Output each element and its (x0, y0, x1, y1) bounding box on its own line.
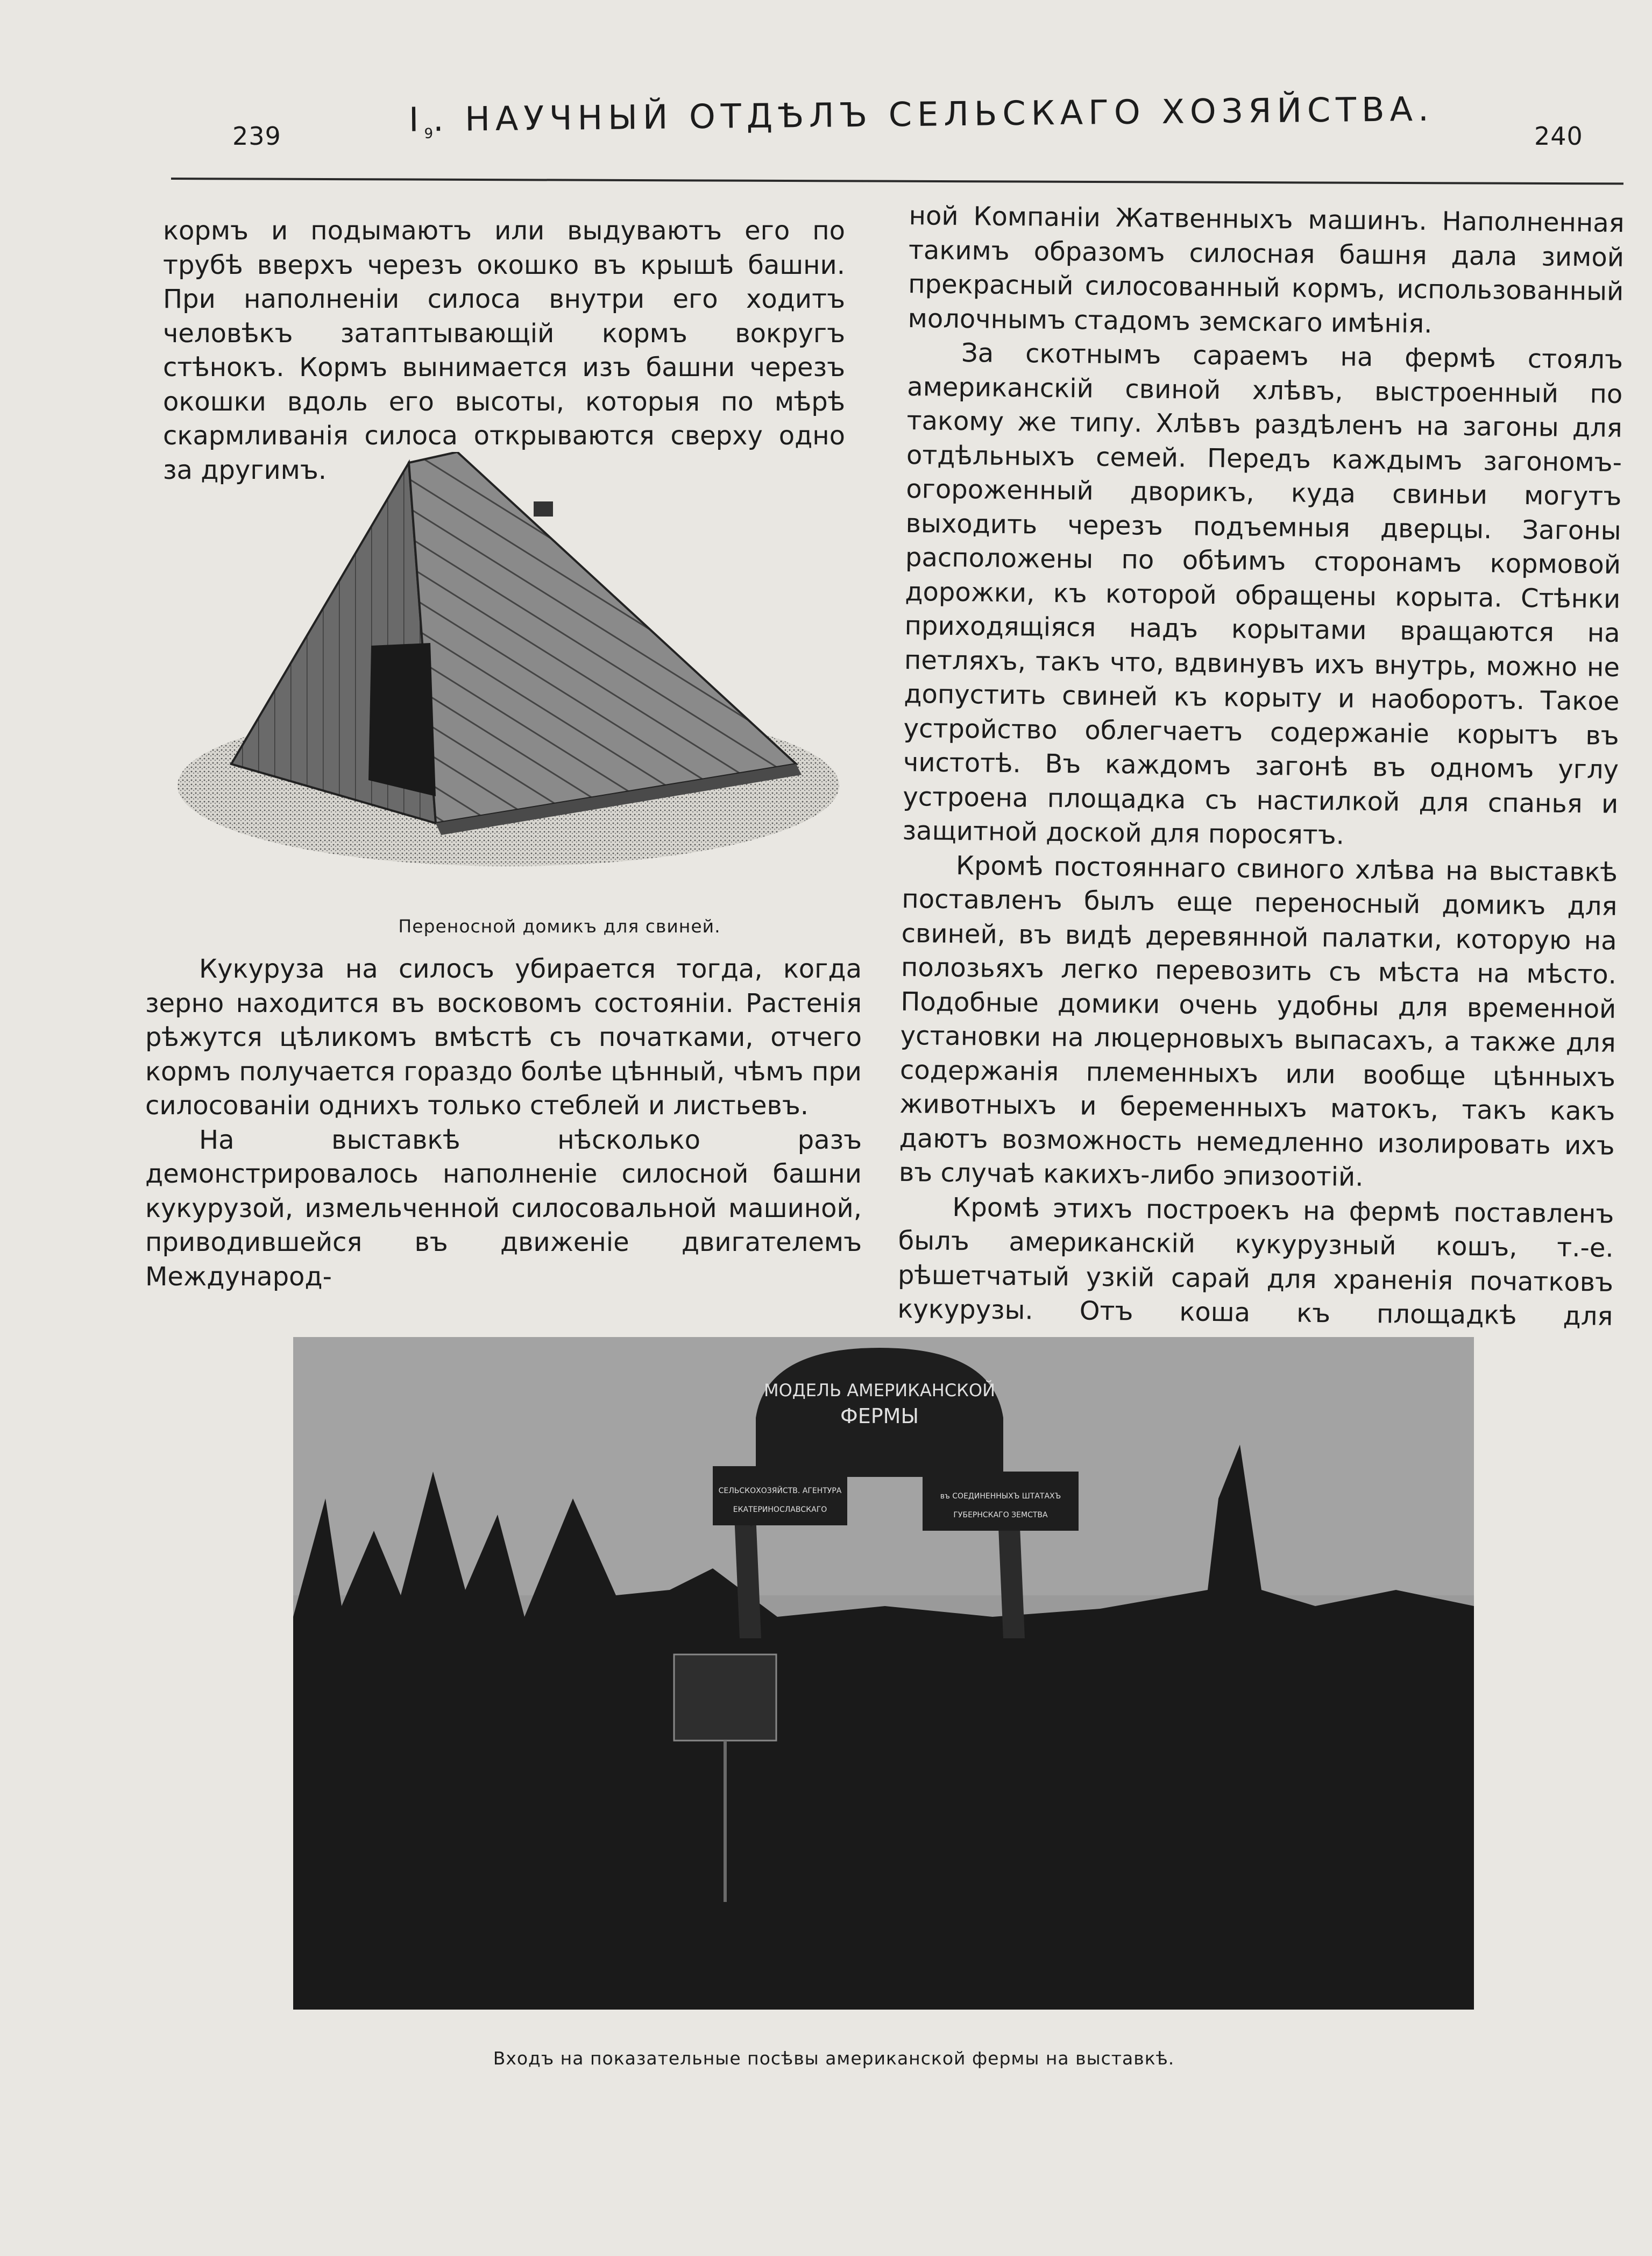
small-signboard (674, 1654, 776, 1741)
sign-right-board (923, 1472, 1079, 1531)
sign-title-2: ФЕРМЫ (840, 1404, 919, 1428)
paragraph: ной Компаніи Жатвенныхъ машинъ. Наполненная такимъ образомъ силосная башня дала зимой прекрасный силосованный кормъ, использованный молочнымъ стадомъ земскаго имѣнія. (907, 200, 1625, 339)
pig-hut-illustration (178, 452, 850, 882)
running-head-prefix: I (408, 100, 424, 139)
sign-left-board (713, 1466, 847, 1525)
sign-right-text-2: ГУБЕРНСКАГО ЗЕМСТВА (953, 1511, 1048, 1519)
paragraph: кормъ и подымаютъ или выдуваютъ его по трубѣ вверхъ черезъ окошко въ крышѣ башни. При наполненіи силоса внутри его ходитъ человѣкъ затаптывающій кормъ вокругъ стѣнокъ. Кормъ вынимается изъ башни черезъ окошки вдоль его высоты, которыя по мѣрѣ скармливанія силоса открываются сверху одно за другимъ. (163, 216, 845, 485)
page-number-right: 240 (1534, 122, 1583, 151)
sign-right-text: въ СОЕДИНЕННЫХЪ ШТАТАХЪ (940, 1492, 1061, 1501)
sign-left-text: СЕЛЬСКОХОЗЯЙСТВ. АГЕНТУРА (718, 1487, 842, 1495)
paragraph: Кромѣ постояннаго свиного хлѣва на выставкѣ поставленъ былъ еще переносный домикъ для свиней, въ видѣ деревянной палатки, которую на полозьяхъ легко перевозить съ мѣста на мѣсто. Подобные домики очень удобны для временной установки на люцерновыхъ выпасахъ, а также для содержанія племенныхъ или вообще цѣнныхъ животныхъ и беременныхъ матокъ, такъ какъ даютъ возможность немедленно изолировать ихъ въ случаѣ какихъ-либо эпизоотій. (898, 850, 1618, 1192)
header-rule (171, 178, 1623, 185)
left-column-bottom (145, 952, 862, 1294)
running-head-subscript: 9 (424, 125, 434, 142)
paragraph: За скотнымъ сараемъ на фермѣ стоялъ американскій свиной хлѣвъ, выстроенный по такому же типу. Хлѣвъ раздѣленъ на загоны для отдѣльныхъ семей. Передъ каждымъ загономъ-огороженный дворикъ, куда свиньи могутъ выходить черезъ подъемныя дверцы. Загоны расположены по обѣимъ сторонамъ кормовой дорожки, къ которой обращены корыта. Стѣнки приходящіяся надъ корытами вращаются на петляхъ, такъ что, вдвинувъ ихъ внутрь, можно не допустить свиней къ корыту и наоборотъ. Такое устройство облегчаетъ содержаніе корытъ въ чистотѣ. Въ каждомъ загонѣ въ одномъ углу устроена площадка съ настилкой для спанья и защитной доской для поросятъ. (902, 338, 1623, 851)
paragraph: Кукуруза на силосъ убирается тогда, когда зерно находится въ восковомъ состояніи. Растенія рѣжутся цѣликомъ вмѣстѣ съ початками, отчего кормъ получается гораздо болѣе цѣнный, чѣмъ при силосованіи однихъ только стеблей и листьевъ. (145, 954, 862, 1121)
running-head (408, 89, 1435, 142)
paragraph: На выставкѣ нѣсколько разъ демонстрировалось наполненіе силосной башни кукурузой, измельченной силосовальной машиной, приводившейся въ движеніе двигателемъ Международ- (145, 1125, 862, 1292)
right-column (897, 199, 1625, 1368)
page-number-left: 239 (232, 122, 281, 151)
hut-roof (409, 452, 796, 823)
left-column-top (163, 214, 845, 487)
sign-title: МОДЕЛЬ АМЕРИКАНСКОЙ (763, 1380, 996, 1401)
figure-pig-hut (178, 452, 850, 882)
farm-entrance-illustration (293, 1337, 1474, 2010)
caption-farm-entrance: Входъ на показательные посѣвы американской фермы на выставкѣ. (493, 2048, 1175, 2069)
figure-farm-entrance-photo (293, 1337, 1474, 2010)
paragraph: Кромѣ этихъ построекъ на фермѣ поставленъ былъ американскій кукурузный кошъ, т.-е. рѣшетчатый узкій сарай для храненія початковъ кукурузы. Отъ коша къ площадкѣ для (897, 1192, 1614, 1332)
running-head-title: . НАУЧНЫЙ ОТДѢЛЪ СЕЛЬСКАГО ХОЗЯЙСТВА. (433, 89, 1435, 139)
sign-left-text-2: ЕКАТЕРИНОСЛАВСКАГО (733, 1505, 827, 1514)
hut-door (368, 643, 436, 796)
caption-pig-hut: Переносной домикъ для свиней. (398, 916, 721, 937)
roof-vent (534, 501, 553, 517)
